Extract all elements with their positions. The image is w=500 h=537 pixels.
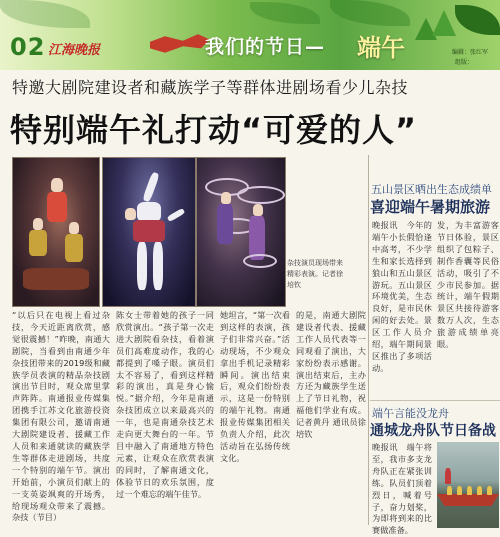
duanwu-calligraphy: 端午 (357, 33, 405, 62)
article-column: “以后只在电视上看过杂技，今天近距离欣赏，感觉很震撼！”昨晚，南通大剧院，当看到由南通少年杂技团带来的2019级和藏族学员表演的精品杂技剧演出节目时，观众席里掌声阵阵。南通报业传媒集团携手江苏文化旅游投资集团有限公司，邀请南通大剧院建设者、援藏工作人员和来通就读的藏族学生等群体走进剧场，共度一个特别的端午节。演出开始前，小演员们献上的一支英姿飒爽的开场秀，给现场观众带来了震撼。杂技（节目） (12, 310, 110, 523)
leaf-decoration (455, 5, 500, 35)
newspaper-name: 江海晚报 (48, 43, 101, 58)
story-subtitle: 端午言能没龙舟 (372, 407, 449, 420)
story-divider (370, 400, 500, 401)
story-column: 发，为丰富游客节日体验，景区组织了包粽子、制作香囊等民俗活动，吸引了不少市民参加。据统计，端午假期景区共接待游客数万人次，生态旅游成绩单亮眼。 (437, 220, 499, 350)
pre-headline: 特邀大剧院建设者和藏族学子等群体进剧场看少儿杂技 (12, 78, 409, 97)
story-headline: 喜迎端午暑期旅游 (370, 198, 491, 216)
dragon-boat-icon (150, 33, 210, 55)
leaf-decoration (0, 0, 90, 28)
photo-caption: 杂技演员现场带来精彩表演。记者徐培钦 (287, 259, 343, 289)
festival-section-title: 我们的节日— (205, 36, 326, 58)
story-headline: 通城龙舟队节日备战 (370, 423, 496, 439)
page-banner (0, 0, 500, 70)
acrobatics-photo-3 (196, 157, 286, 307)
leaf-decoration (250, 2, 320, 24)
page-number: 02 (10, 33, 46, 61)
zongzi-icon (415, 18, 437, 40)
main-headline: 特别端午礼打动“可爱的人” (10, 111, 418, 149)
leaf-decoration (330, 0, 410, 26)
layout-credit: 组版： (455, 59, 474, 66)
story-column: 晚报讯 端午将至，我市多支龙舟队正在紧张训练。队员们顶着烈日，喊着号子，奋力划桨，为即将到来的比赛做准备。 (372, 442, 432, 536)
article-column: 的是，南通大剧院建设者代表、援藏工作人员代表等一同观看了演出，大家纷纷表示感谢。演出结束后，主办方还为藏族学生送上了节日礼物，祝福他们学业有成。记者黄丹 通讯员徐培钦 (296, 310, 366, 440)
zongzi-icon (432, 10, 456, 36)
acrobatics-photo-1 (12, 157, 100, 307)
acrobatics-photo-2 (102, 157, 196, 307)
article-column: 她坦言，“第一次看到这样的表演，孩子们非常兴奋。”活动现场，不少观众拿出手机记录精彩瞬间。演出结束后，观众们纷纷表示，这是一份特别的端午礼物。南通报业传媒集团相关负责人介绍，此次活动旨在弘扬传统文化。 (220, 310, 290, 463)
article-column: 陈女士带着她的孩子一同欣赏演出。“孩子第一次走进大剧院看杂技，看着演员们高难度动作，我的心都提到了嗓子眼。演员们太不容易了，看到这样精彩的演出，真是身心愉悦。”据介绍，今年是南通杂技团成立以来最高兴的一年，也是南通杂技艺术走向更大舞台的一年。节目中融入了南通地方特色元素，让观众在欣赏表演的同时，了解南通文化，体验节日的欢乐氛围，度过一个难忘的端午佳节。 (116, 310, 214, 499)
story-column: 晚报讯 今年的端午小长假恰逢中高考，不少学生和家长选择到狼山和五山景区游玩。五山景区环境优美，生态良好，是市民休闲的好去处。景区工作人员介绍，端午期间景区推出了多项活动。 (372, 220, 432, 373)
dragon-boat-photo (437, 442, 499, 528)
column-divider (368, 155, 369, 525)
editor-credit: 编辑：张红军 (452, 49, 489, 56)
story-subtitle: 五山景区晒出生态成绩单 (371, 183, 492, 196)
